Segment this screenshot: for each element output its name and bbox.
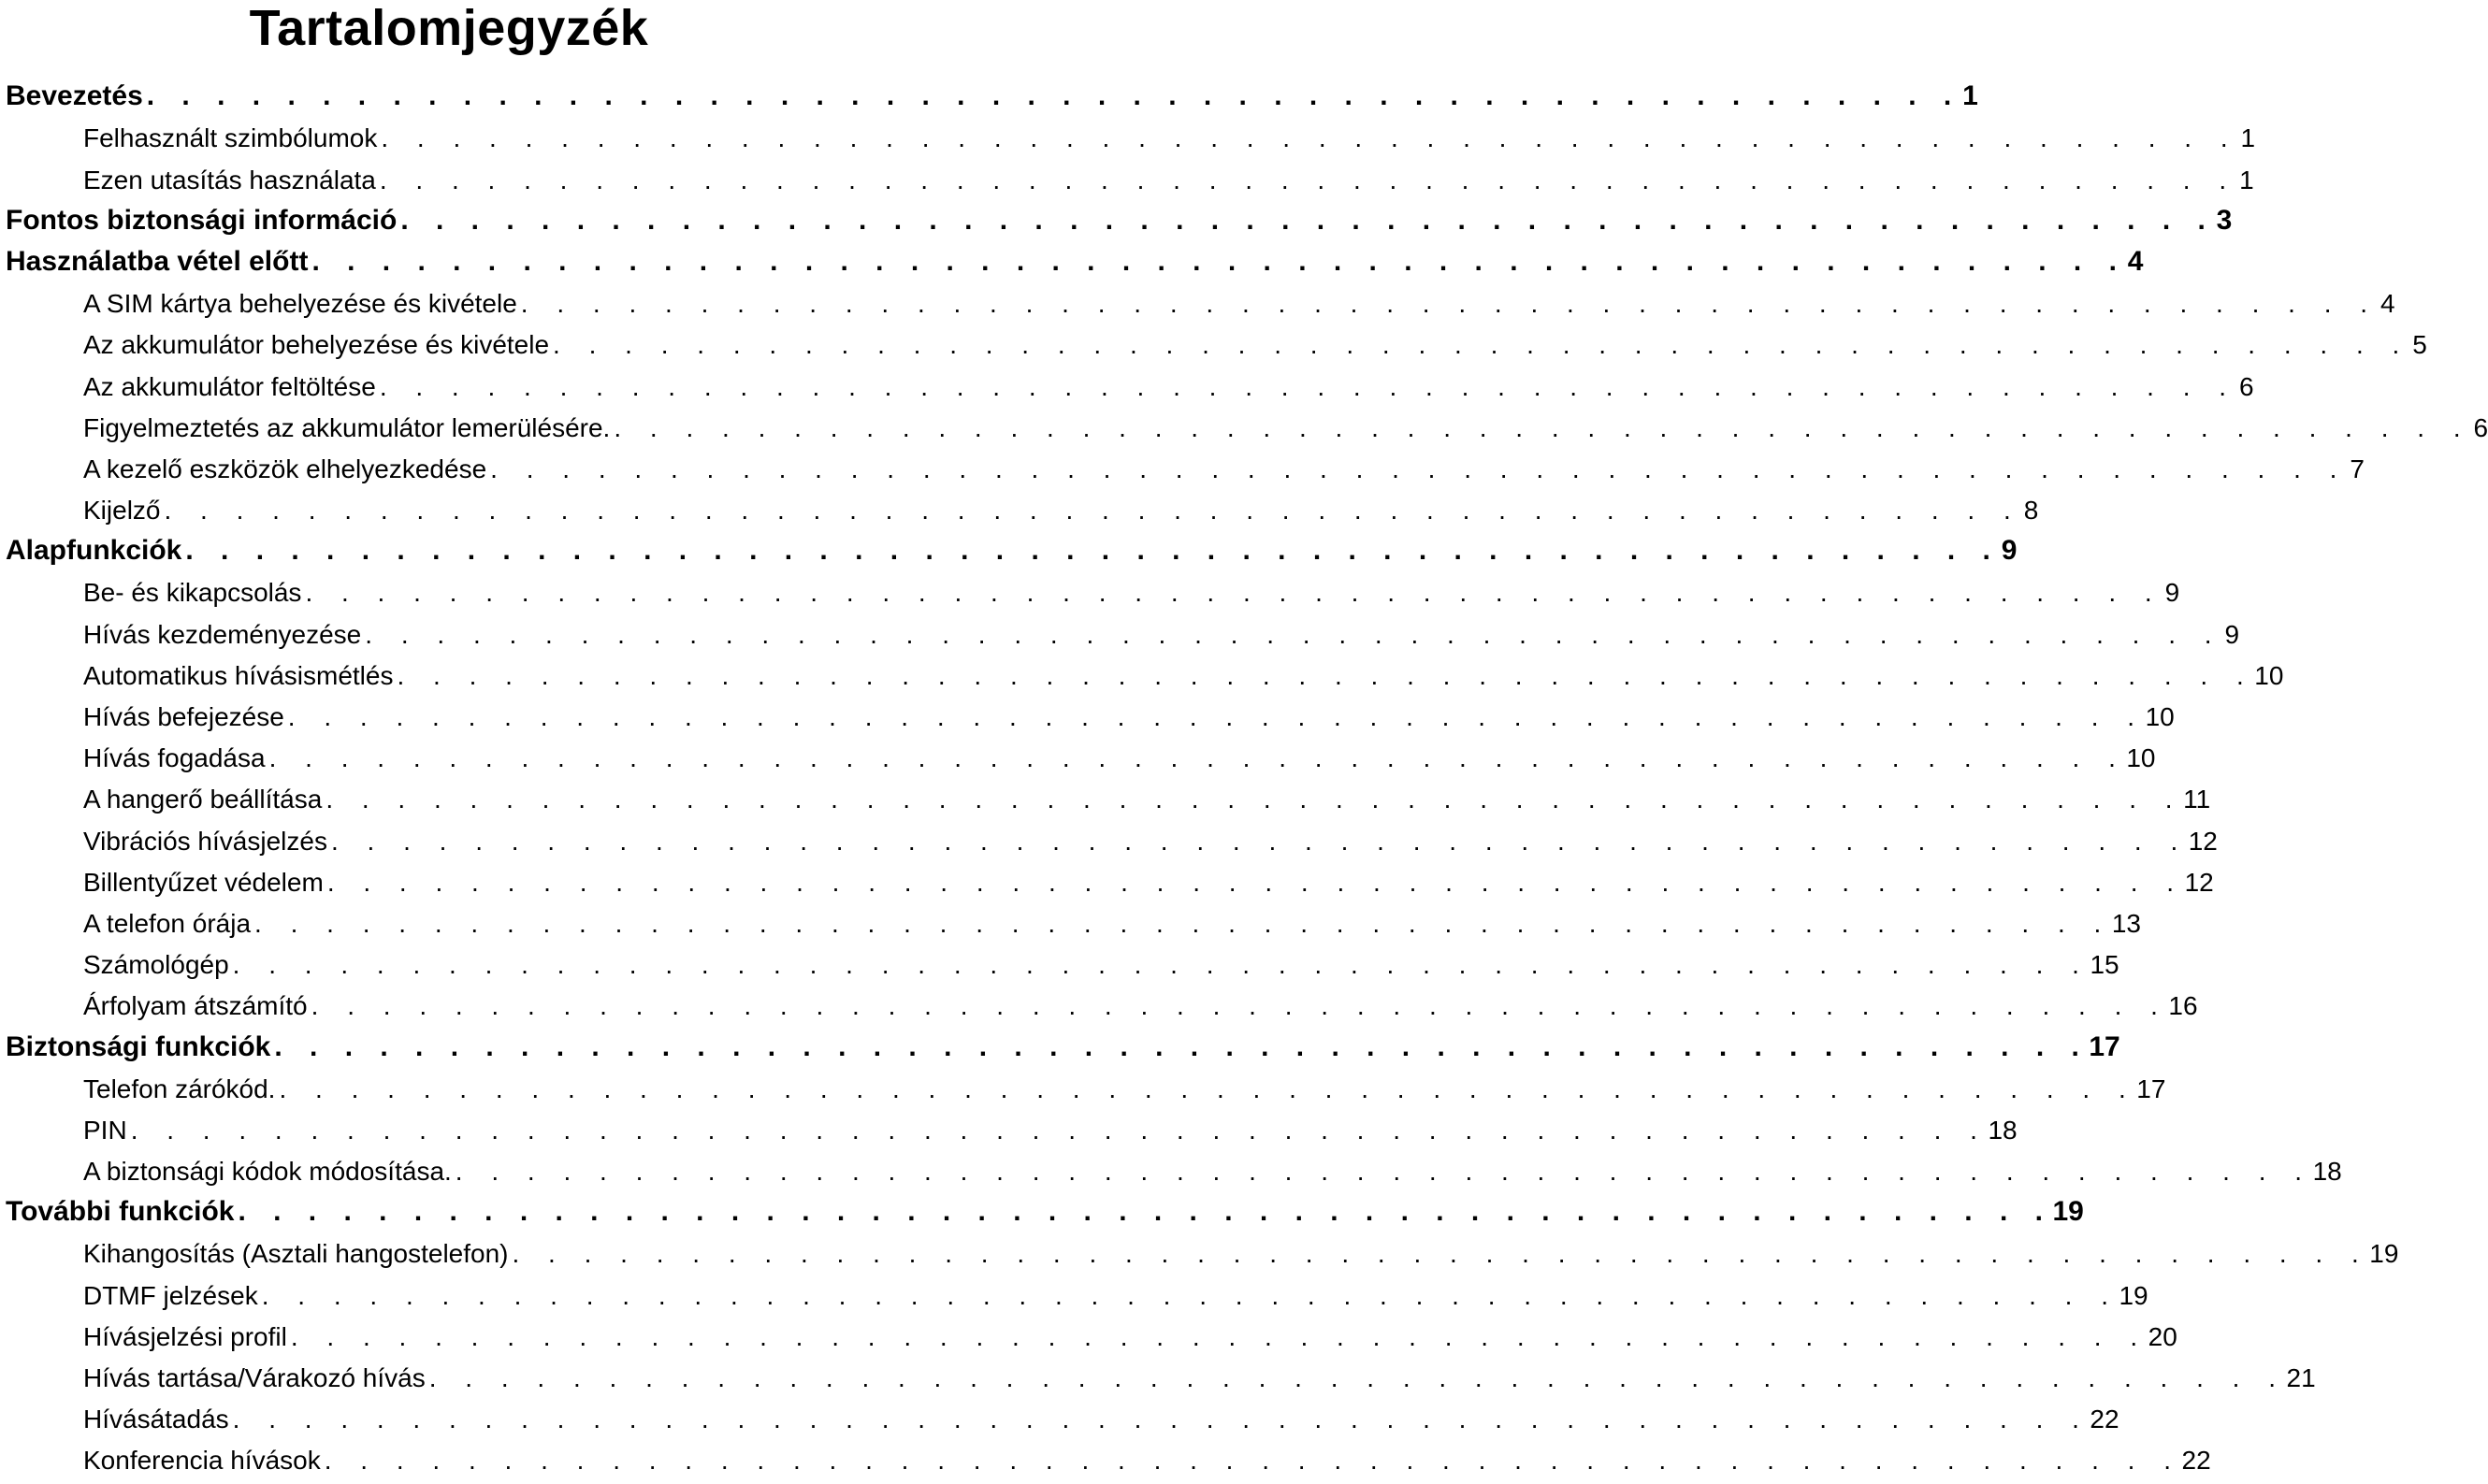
toc-section-entry[interactable] (6, 114, 2256, 155)
toc-dot-leader: . . . . . . . . . . . . . . . . . . . . . . . . . . . . . . . . . . . . . . . . . . . . . . . . . . . . (290, 1321, 2148, 1351)
toc-page-number: 1 (1962, 80, 1978, 112)
toc-dot-leader: . . . . . . . . . . . . . . . . . . . . . . . . . . . . . . . . . . . . . . . . . . . . . . . . . . . . (130, 1115, 1989, 1145)
toc-dot-leader: . . . . . . . . . . . . . . . . . . . . . . . . . . . . . . . . . . . . . . . . . . . . . . . . . . . . (490, 454, 2348, 483)
toc-dot-leader: . . . . . . . . . . . . . . . . . . . . . . . . . . . . . . . . . . . . . . . . . . . . . . . . . . . . (311, 991, 2169, 1021)
toc-section-entry[interactable] (6, 321, 2427, 362)
toc-page-number: 5 (2412, 330, 2427, 360)
toc-page-number: 19 (2119, 1280, 2148, 1310)
toc-section-entry[interactable] (6, 1230, 2399, 1271)
toc-section-entry[interactable] (6, 693, 2175, 734)
toc-dot-leader: . . . . . . . . . . . . . . . . . . . . . . . . . . . . . . . . . . . . . . . . . . . . . . . . . . . . (428, 1363, 2287, 1392)
toc-page-number: 15 (2090, 950, 2119, 980)
toc-dot-leader: . . . . . . . . . . . . . . . . . . . . . . . . . . . . . . . . . . . . . . . . . . . . . . . . . . . . (232, 950, 2090, 980)
toc-page-number: 9 (2001, 535, 2018, 567)
toc-page-number: 6 (2239, 371, 2254, 401)
toc-page-number: 12 (2188, 826, 2218, 856)
toc-page-number: 10 (2145, 702, 2175, 731)
toc-entry-label: A telefon órája (83, 908, 252, 938)
toc-entry-label: Billentyűzet védelem (83, 867, 324, 897)
toc-page-number: 10 (2254, 660, 2284, 690)
toc-entry-label: Az akkumulátor feltöltése (83, 371, 376, 401)
toc-page-number: 22 (2181, 1446, 2211, 1476)
toc-chapter-entry[interactable] (6, 73, 1978, 114)
toc-page-number: 11 (2183, 785, 2211, 814)
toc-page-number: 7 (2350, 454, 2365, 483)
toc-page-number: 4 (2127, 245, 2144, 277)
toc-section-entry[interactable] (6, 652, 2284, 693)
toc-entry-label: Hívás kezdeményezése (83, 619, 362, 649)
toc-entry-label: Ezen utasítás használata (83, 165, 376, 195)
toc-section-entry[interactable] (6, 858, 2214, 900)
toc-section-entry[interactable] (6, 1436, 2211, 1477)
toc-section-entry[interactable] (6, 982, 2198, 1023)
toc-section-entry[interactable] (6, 1065, 2166, 1106)
toc-entry-label: Fontos biztonsági információ (6, 204, 398, 236)
toc-dot-leader: . . . . . . . . . . . . . . . . . . . . . . . . . . . . . . . . . . . . . . . . . . . . . . . . . . . . (512, 1239, 2370, 1269)
toc-page-number: 17 (2089, 1030, 2120, 1062)
toc-section-entry[interactable] (6, 1147, 2342, 1189)
toc-page-number: 21 (2286, 1363, 2316, 1392)
toc-entry-label: Hívásjelzési profil (83, 1321, 287, 1351)
toc-section-entry[interactable] (6, 1395, 2119, 1436)
toc-dot-leader: . . . . . . . . . . . . . . . . . . . . . . . . . . . . . . . . . . . . . . . . . . . . . . . . . . . . (279, 1073, 2137, 1103)
toc-page-number: 3 (2216, 204, 2233, 236)
toc-dot-leader: . . . . . . . . . . . . . . . . . . . . . . . . . . . . . . . . . . . . . . . . . . . . . . . . . . . . (238, 1196, 2053, 1228)
toc-dot-leader: . . . . . . . . . . . . . . . . . . . . . . . . . . . . . . . . . . . . . . . . . . . . . . . . . . . . (274, 1030, 2090, 1062)
toc-section-entry[interactable] (6, 404, 2488, 445)
toc-dot-leader: . . . . . . . . . . . . . . . . . . . . . . . . . . . . . . . . . . . . . . . . . . . . . . . . . . . . (520, 289, 2379, 319)
toc-dot-leader: . . . . . . . . . . . . . . . . . . . . . . . . . . . . . . . . . . . . . . . . . . . . . . . . . . . . (365, 619, 2223, 649)
toc-entry-label: Vibrációs hívásjelzés (83, 826, 327, 856)
toc-entry-label: Számológép (83, 950, 229, 980)
toc-section-entry[interactable] (6, 486, 2039, 527)
toc-entry-label: PIN (83, 1115, 127, 1145)
toc-entry-label: Konferencia hívások (83, 1446, 321, 1476)
toc-page-number: 1 (2239, 165, 2254, 195)
toc-page-number: 13 (2111, 908, 2141, 938)
toc-dot-leader: . . . . . . . . . . . . . . . . . . . . . . . . . . . . . . . . . . . . . . . . . . . . . . . . . . . . (326, 867, 2185, 897)
toc-dot-leader: . . . . . . . . . . . . . . . . . . . . . . . . . . . . . . . . . . . . . . . . . . . . . . . . . . . . (381, 123, 2239, 153)
toc-dot-leader: . . . . . . . . . . . . . . . . . . . . . . . . . . . . . . . . . . . . . . . . . . . . . . . . . . . . (268, 743, 2127, 773)
toc-section-entry[interactable] (6, 362, 2254, 403)
toc-page-number: 19 (2369, 1239, 2399, 1269)
toc-dot-leader: . . . . . . . . . . . . . . . . . . . . . . . . . . . . . . . . . . . . . . . . . . . . . . . . . . . . (261, 1280, 2119, 1310)
toc-section-entry[interactable] (6, 280, 2395, 321)
toc-page-number: 18 (1988, 1115, 2018, 1145)
toc-dot-leader: . . . . . . . . . . . . . . . . . . . . . . . . . . . . . . . . . . . . . . . . . . . . . . . . . . . . (311, 245, 2127, 277)
toc-section-entry[interactable] (6, 155, 2254, 196)
toc-entry-label: Használatba vétel előtt (6, 245, 309, 277)
toc-dot-leader: . . . . . . . . . . . . . . . . . . . . . . . . . . . . . . . . . . . . . . . . . . . . . . . . . . . . (614, 412, 2472, 442)
toc-dot-leader: . . . . . . . . . . . . . . . . . . . . . . . . . . . . . . . . . . . . . . . . . . . . . . . . . . . . (400, 204, 2216, 236)
toc-page-number: 9 (2164, 578, 2180, 608)
toc-dot-leader: . . . . . . . . . . . . . . . . . . . . . . . . . . . . . . . . . . . . . . . . . . . . . . . . . . . . (146, 80, 1961, 112)
toc-section-entry[interactable] (6, 1271, 2148, 1312)
toc-page-number: 12 (2184, 867, 2214, 897)
toc-entry-label: A kezelő eszközök elhelyezkedése (83, 454, 487, 483)
toc-section-entry[interactable] (6, 1106, 2018, 1147)
toc-page-number: 6 (2473, 412, 2488, 442)
page-title: Tartalomjegyzék (249, 0, 649, 56)
toc-section-entry[interactable] (6, 445, 2365, 486)
toc-section-entry[interactable] (6, 610, 2240, 651)
toc-entry-label: Felhasznált szimbólumok (83, 123, 378, 153)
toc-entry-label: Alapfunkciók (6, 535, 182, 567)
toc-entry-label: Az akkumulátor behelyezése és kivétele (83, 330, 550, 360)
toc-entry-label: Hívás befejezése (83, 702, 284, 731)
toc-chapter-entry[interactable] (6, 1189, 2084, 1230)
toc-entry-label: Hívásátadás (83, 1405, 229, 1434)
toc-page-number: 22 (2090, 1405, 2119, 1434)
toc-page-number: 9 (2224, 619, 2240, 649)
toc-entry-label: Hívás tartása/Várakozó hívás (83, 1363, 426, 1392)
toc-section-entry[interactable] (6, 775, 2211, 816)
toc-page-number: 10 (2126, 743, 2156, 773)
toc-section-entry[interactable] (6, 1313, 2177, 1354)
toc-entry-label: A hangerő beállítása (83, 785, 323, 814)
toc-chapter-entry[interactable] (6, 527, 2018, 569)
toc-chapter-entry[interactable] (6, 1023, 2120, 1064)
toc-page-number: 19 (2052, 1196, 2084, 1228)
toc-dot-leader: . . . . . . . . . . . . . . . . . . . . . . . . . . . . . . . . . . . . . . . . . . . . . . . . . . . . (164, 496, 2022, 526)
table-of-contents (6, 73, 2488, 1477)
toc-dot-leader: . . . . . . . . . . . . . . . . . . . . . . . . . . . . . . . . . . . . . . . . . . . . . . . . . . . . (305, 578, 2163, 608)
toc-dot-leader: . . . . . . . . . . . . . . . . . . . . . . . . . . . . . . . . . . . . . . . . . . . . . . . . . . . . (254, 908, 2112, 938)
toc-dot-leader: . . . . . . . . . . . . . . . . . . . . . . . . . . . . . . . . . . . . . . . . . . . . . . . . . . . . (324, 1446, 2182, 1476)
toc-section-entry[interactable] (6, 1354, 2316, 1395)
toc-dot-leader: . . . . . . . . . . . . . . . . . . . . . . . . . . . . . . . . . . . . . . . . . . . . . . . . . . . . (330, 826, 2189, 856)
toc-dot-leader: . . . . . . . . . . . . . . . . . . . . . . . . . . . . . . . . . . . . . . . . . . . . . . . . . . . . (397, 660, 2255, 690)
toc-page-number: 4 (2380, 289, 2395, 319)
toc-chapter-entry[interactable] (6, 238, 2144, 280)
toc-entry-label: További funkciók (6, 1196, 235, 1228)
toc-entry-label: Kihangosítás (Asztali hangostelefon) (83, 1239, 509, 1269)
toc-entry-label: DTMF jelzések (83, 1280, 258, 1310)
toc-entry-label: A biztonsági kódok módosítása. (83, 1157, 452, 1187)
toc-dot-leader: . . . . . . . . . . . . . . . . . . . . . . . . . . . . . . . . . . . . . . . . . . . . . . . . . . . . (379, 371, 2237, 401)
toc-dot-leader: . . . . . . . . . . . . . . . . . . . . . . . . . . . . . . . . . . . . . . . . . . . . . . . . . . . . (553, 330, 2410, 360)
toc-entry-label: A SIM kártya behelyezése és kivétele (83, 289, 517, 319)
toc-entry-label: Automatikus hívásismétlés (83, 660, 394, 690)
toc-section-entry[interactable] (6, 569, 2180, 610)
toc-page-number: 17 (2136, 1073, 2166, 1103)
toc-page-number: 18 (2312, 1157, 2342, 1187)
toc-section-entry[interactable] (6, 941, 2119, 982)
toc-entry-label: Figyelmeztetés az akkumulátor lemerülésére. (83, 412, 611, 442)
toc-dot-leader: . . . . . . . . . . . . . . . . . . . . . . . . . . . . . . . . . . . . . . . . . . . . . . . . . . . . (325, 785, 2184, 814)
toc-dot-leader: . . . . . . . . . . . . . . . . . . . . . . . . . . . . . . . . . . . . . . . . . . . . . . . . . . . . (455, 1157, 2313, 1187)
toc-page-number: 8 (2023, 496, 2039, 526)
toc-dot-leader: . . . . . . . . . . . . . . . . . . . . . . . . . . . . . . . . . . . . . . . . . . . . . . . . . . . . (185, 535, 2001, 567)
toc-page-number: 16 (2168, 991, 2198, 1021)
toc-entry-label: Hívás fogadása (83, 743, 266, 773)
toc-section-entry[interactable] (6, 900, 2141, 941)
toc-entry-label: Biztonsági funkciók (6, 1030, 271, 1062)
toc-page-number: 1 (2240, 123, 2256, 153)
toc-dot-leader: . . . . . . . . . . . . . . . . . . . . . . . . . . . . . . . . . . . . . . . . . . . . . . . . . . . . (232, 1405, 2090, 1434)
toc-entry-label: Árfolyam átszámító (83, 991, 308, 1021)
toc-dot-leader: . . . . . . . . . . . . . . . . . . . . . . . . . . . . . . . . . . . . . . . . . . . . . . . . . . . . (379, 165, 2237, 195)
toc-dot-leader: . . . . . . . . . . . . . . . . . . . . . . . . . . . . . . . . . . . . . . . . . . . . . . . . . . . . (287, 702, 2146, 731)
toc-entry-label: Bevezetés (6, 80, 143, 112)
toc-chapter-entry[interactable] (6, 197, 2233, 238)
toc-section-entry[interactable] (6, 734, 2156, 775)
toc-entry-label: Kijelző (83, 496, 161, 526)
toc-entry-label: Be- és kikapcsolás (83, 578, 302, 608)
toc-entry-label: Telefon zárókód. (83, 1073, 276, 1103)
toc-section-entry[interactable] (6, 816, 2218, 857)
toc-page-number: 20 (2148, 1321, 2177, 1351)
